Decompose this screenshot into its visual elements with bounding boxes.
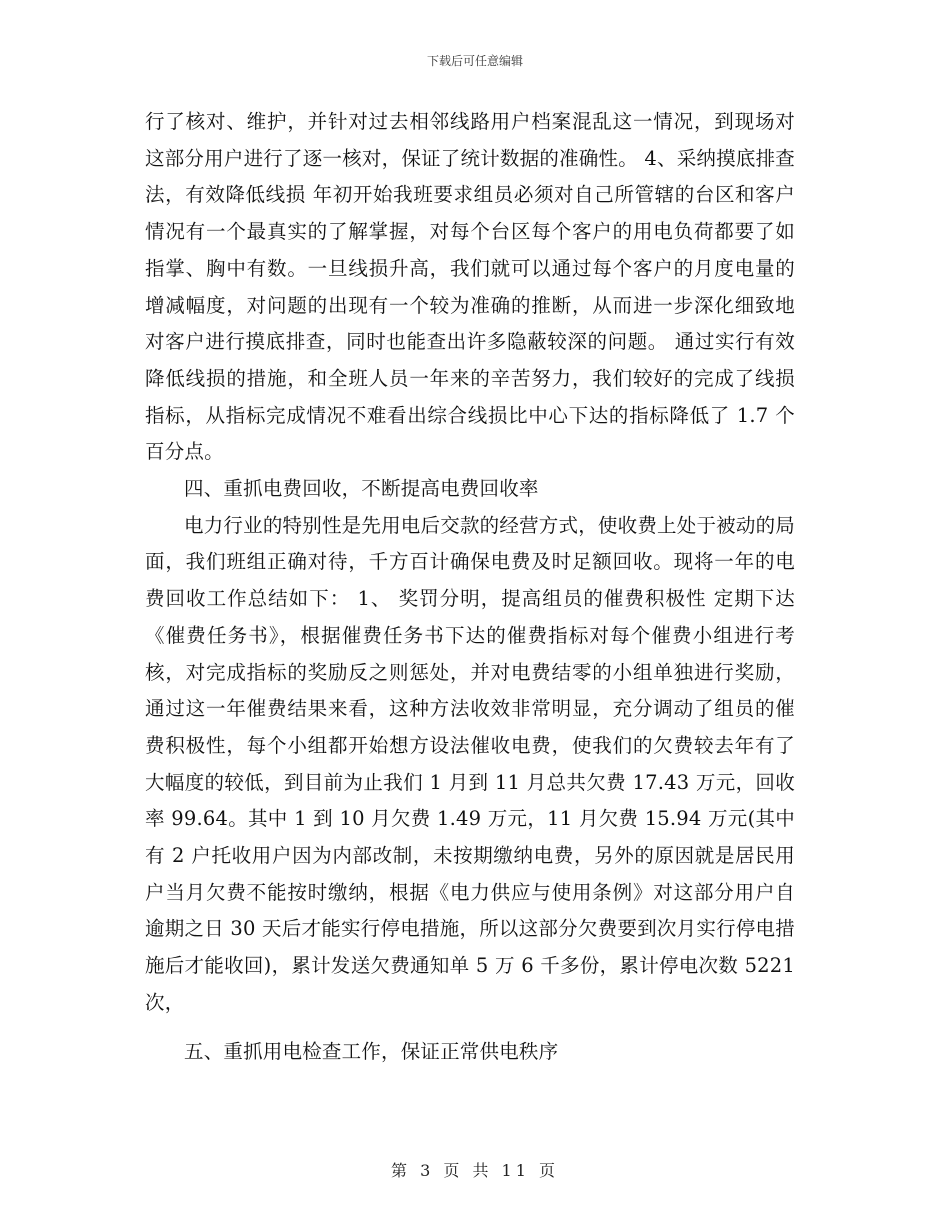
section-heading-fee-collection: 四、重抓电费回收，不断提高电费回收率	[184, 477, 539, 501]
paragraph-fee-collection: 电力行业的特别性是先用电后交款的经营方式，使收费上处于被动的局面，我们班组正确对待，千方百计确保电费及时足额回收。现将一年的电费回收工作总结如下： 1、 奖罚分明，提高组员的催费积极性 定期下达《催费任务书》，根据催费任务书下达的催费指标对每个催费小组进行考核，对完成指标的奖励反之则惩处，并对电费结零的小组单独进行奖励，通过这一年催费结果来看，这种方法收效非常明显，充分调动了组员的催费积极性，每个小组都开始想方设法催收电费，使我们的欠费较去年有了大幅度的较低，到目前为止我们 1 月到 11 月总共欠费 17.43 万元，回收率 99.64。其中 1 到 10 月欠费 1.49 万元，11 月欠费 15.94 万元(其中有 2 户托收用户因为内部改制，未按期缴纳电费，另外的原因就是居民用户当月欠费不能按时缴纳，根据《电力供应与使用条例》对这部分用户自逾期之日 30 天后才能实行停电措施，所以这部分欠费要到次月实行停电措施后才能收回)，累计发送欠费通知单 5 万 6 千多份，累计停电次数 5221 次，	[145, 513, 795, 1014]
page-footer-number: 第 3 页 共 11 页	[391, 1161, 559, 1180]
section-heading-power-inspection: 五、重抓用电检查工作，保证正常供电秩序	[184, 1039, 559, 1063]
paragraph-line-loss-measures: 行了核对、维护，并针对过去相邻线路用户档案混乱这一情况，到现场对这部分用户进行了逐一核对，保证了统计数据的准确性。 4、采纳摸底排查法，有效降低线损 年初开始我班要求组员必须对自己所管辖的台区和客户情况有一个最真实的了解掌握，对每个台区每个客户的用电负荷都要了如指掌、胸中有数。一旦线损升高，我们就可以通过每个客户的月度电量的增减幅度，对问题的出现有一个较为准确的推断，从而进一步深化细致地对客户进行摸底排查，同时也能查出许多隐蔽较深的问题。 通过实行有效降低线损的措施，和全班人员一年来的辛苦努力，我们较好的完成了线损指标，从指标完成情况不难看出综合线损比中心下达的指标降低了 1.7 个 百分点。	[145, 110, 795, 464]
page-header-note: 下载后可任意编辑	[426, 54, 523, 68]
document-body	[145, 104, 795, 1070]
